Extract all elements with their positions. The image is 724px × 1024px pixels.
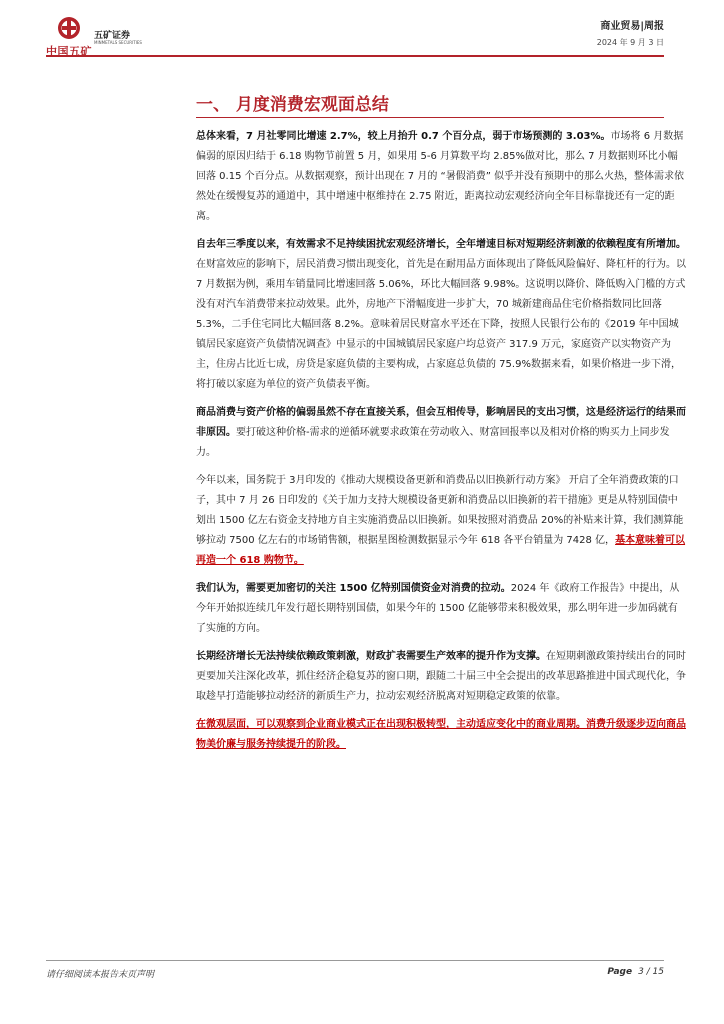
section-divider	[196, 117, 664, 118]
report-type: 商业贸易|周报	[600, 21, 664, 32]
paragraph-4	[196, 471, 686, 571]
paragraph-text: 市场将 6 月数据偏弱的原因归结于 6.18 购物节前置 5 月，如果用 5-6 月算数平均 2.85%做对比，那么 7 月数据则环比小幅回落 0.15 个百分点。从数据观察，预计出现在 7 月的 “暑假消费” 似乎并没有预期中的那么火热，整体需求依然处在缓慢复苏的通道中，其中增速中枢维持在 2.75 附近，距离拉动宏观经济向全年目标靠拢还有一定的距离。	[196, 131, 685, 222]
report-body	[196, 127, 686, 763]
paragraph-text: 要打破这种价格-需求的逆循环就要求政策在劳动收入、财富回报率以及相对价格的购买力上同步发力。	[196, 427, 670, 458]
page-number: 3 / 15	[638, 967, 664, 977]
footer-disclaimer: 请仔细阅读本报告末页声明	[46, 970, 155, 980]
paragraph-lead: 商品消费与资产价格的偏弱虽然不存在直接关系，但会互相传导，影响居民的支出习惯，这是经济运行的结果而非原因。	[196, 407, 686, 438]
logo-securities-en: MINMETALS SECURITIES	[94, 40, 142, 45]
paragraph-lead: 长期经济增长无法持续依赖政策刺激，财政扩表需要生产效率的提升作为支撑。	[196, 651, 546, 662]
page-indicator	[607, 967, 664, 977]
page-header	[0, 0, 724, 62]
paragraph-lead: 我们认为，需要更加密切的关注 1500 亿特别国债资金对消费的拉动。	[196, 583, 511, 594]
logo-company-name: 中国五矿	[46, 45, 92, 58]
paragraph-text: 在短期刺激政策持续出台的同时更要加关注深化改革，抓住经济企稳复苏的窗口期，跟随二十届三中全会提出的改革思路推进中国式现代化，争取趁早打造能够拉动经济的新质生产力，拉动宏观经济脱离对短期稳定政策的依靠。	[196, 651, 686, 702]
paragraph-1	[196, 127, 686, 227]
minmetals-logo-icon	[56, 16, 82, 40]
paragraph-6	[196, 647, 686, 707]
page-label: Page	[607, 967, 633, 977]
paragraph-text: 在财富效应的影响下，居民消费习惯出现变化，首先是在耐用品方面体现出了降低风险偏好、降杠杆的行为。以 7 月数据为例，乘用车销量同比增速回落 5.06%，环比大幅回落 9.98%。这说明以降价、降低购入门槛的方式没有对汽车消费带来拉动效果。此外，房地产下滑幅度进一步扩大，70 城新建商品住宅价格指数同比回落 5.3%，二手住宅同比大幅回落 8.2%。意味着居民财富水平还在下降，按照人民银行公布的《2019 年中国城镇居民家庭资产负债情况调查》中显示的中国城镇居民家庭户均总资产 317.9 万元，家庭资产以实物资产为主，住房占比近七成，房贷是家庭负债的主要构成，占家庭总负债的 75.9%数据来看，如果价格进一步下滑，将打破以家庭为单位的资产负债表平衡。	[196, 259, 686, 390]
company-logo	[46, 16, 166, 56]
paragraph-text: 2024 年《政府工作报告》中提出，从今年开始拟连续几年发行超长期特别国债，如果今年的 1500 亿能够带来积极效果，那么明年进一步加码就有了实施的方向。	[196, 583, 680, 634]
paragraph-7	[196, 715, 686, 755]
paragraph-3	[196, 403, 686, 463]
page-footer	[0, 960, 724, 1000]
paragraph-text: 今年以来，国务院于 3月印发的《推动大规模设备更新和消费品以旧换新行动方案》 开启了全年消费政策的口子，其中 7 月 26 日印发的《关于加力支持大规模设备更新和消费品以旧换新的若干措施》更是从特别国债中划出 1500 亿左右资金支持地方自主实施消费品以旧换新。如果按照对消费品 20%的补贴来计算，我们测算能够拉动 7500 亿左右的市场销售额，根据星图检测数据显示今年 618 各平台销量为 7428 亿，	[196, 475, 684, 546]
highlight-text: 在微观层面，可以观察到企业商业模式正在出现积极转型，主动适应变化中的商业周期。消费升级逐步迈向商品物美价廉与服务持续提升的阶段。	[196, 719, 686, 750]
header-meta	[597, 17, 664, 48]
highlight-text: 基本意味着可以再造一个 618 购物节。	[196, 535, 686, 566]
paragraph-lead: 总体来看，7 月社零同比增速 2.7%，较上月抬升 0.7 个百分点，弱于市场预测的 3.03%。	[196, 131, 611, 142]
section-title: 一、 月度消费宏观面总结	[196, 95, 389, 115]
paragraph-5	[196, 579, 686, 639]
report-date: 2024 年 9 月 3 日	[596, 38, 664, 47]
paragraph-lead: 自去年三季度以来，有效需求不足持续困扰宏观经济增长，全年增速目标对短期经济刺激的依赖程度有所增加。	[196, 239, 686, 250]
paragraph-2	[196, 235, 686, 395]
footer-divider	[46, 960, 664, 961]
logo-securities-name: 五矿证券	[94, 31, 131, 41]
header-divider	[46, 55, 664, 57]
